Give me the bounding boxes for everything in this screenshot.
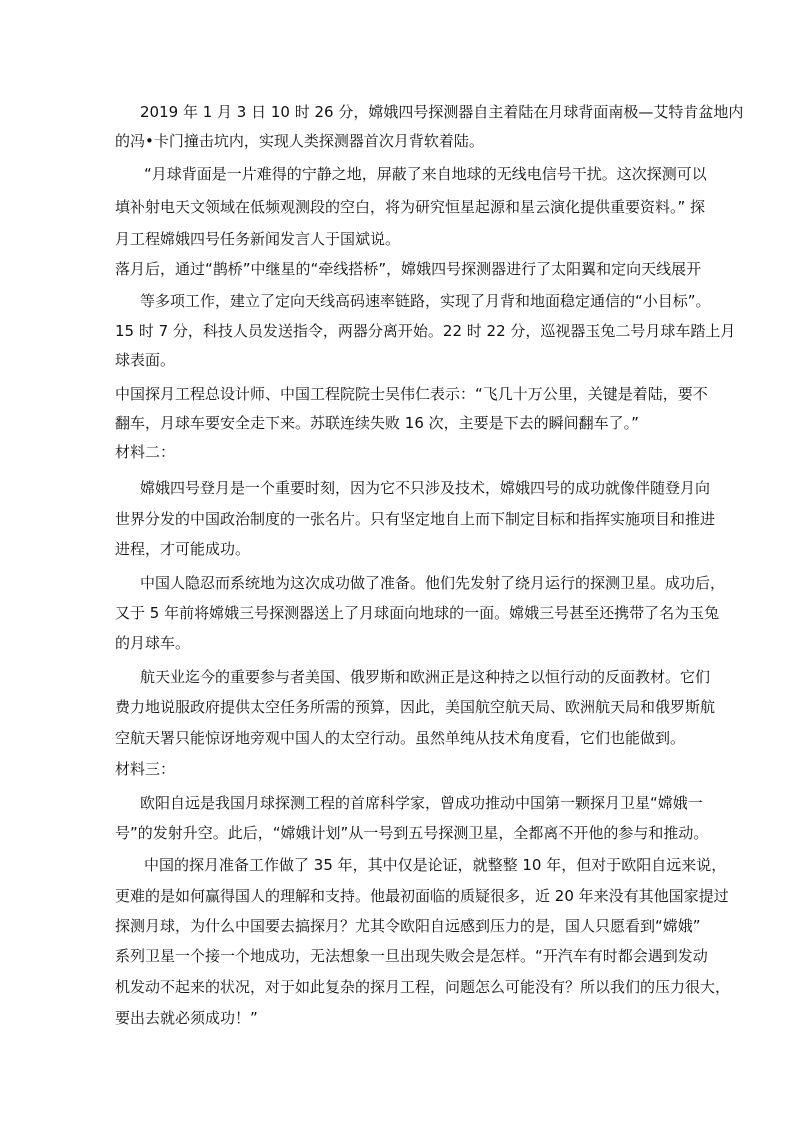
text-line: 机发动不起来的状况，对于如此复杂的探月工程，问题怎么可能没有？所以我们的压力很大， <box>115 978 731 996</box>
text-line: 填补射电天文领域在低频观测段的空白，将为研究恒星起源和星云演化提供重要资料。” 探 <box>115 198 706 216</box>
text-line: 嫦娥四号登月是一个重要时刻，因为它不只涉及技术，嫦娥四号的成功就像伴随登月向 <box>140 479 711 497</box>
section-heading: 材料三： <box>115 760 176 778</box>
text-line: 等多项工作，建立了定向天线高码速率链路，实现了月背和地面稳定通信的“小目标”。 <box>140 292 711 310</box>
section-heading: 材料二： <box>115 443 176 461</box>
text-line: 世界分发的中国政治制度的一张名片。只有坚定地自上而下制定目标和指挥实施项目和推进 <box>115 510 716 528</box>
text-line: 探测月球，为什么中国要去搞探月？尤其令欧阳自远感到压力的是，国人只愿看到“嫦娥” <box>115 917 701 935</box>
text-line: 月工程嫦娥四号任务新闻发言人于国斌说。 <box>115 230 401 248</box>
text-line: 要出去就必须成功！” <box>115 1009 258 1027</box>
text-line: 中国人隐忍而系统地为这次成功做了准备。他们先发射了绕月运行的探测卫星。成功后， <box>140 574 726 592</box>
text-line: 中国探月工程总设计师、中国工程院院士吴伟仁表示：“飞几十万公里，关键是着陆，要不 <box>115 385 708 403</box>
text-line: 航天业迄今的重要参与者美国、俄罗斯和欧洲正是这种持之以恒行动的反面教材。它们 <box>140 668 711 686</box>
text-line: 2019 年 1 月 3 日 10 时 26 分，嫦娥四号探测器自主着陆在月球背面南极—艾特肯盆地内 <box>140 103 744 121</box>
text-line: 号”的发射升空。此后，“嫦娥计划”从一号到五号探测卫星，全都离不开他的参与和推动。 <box>115 824 709 842</box>
text-line: 更难的是如何赢得国人的理解和支持。他最初面临的质疑很多，近 20 年来没有其他国家提过 <box>115 887 729 905</box>
text-line: 落月后，通过“鹊桥”中继星的“牵线搭桥”，嫦娥四号探测器进行了太阳翼和定向天线展开 <box>115 260 702 278</box>
text-line: 球表面。 <box>115 351 176 369</box>
text-line: 进程，才可能成功。 <box>115 540 251 558</box>
text-line: 的冯•卡门撞击坑内，实现人类探测器首次月背软着陆。 <box>115 132 484 150</box>
text-line: 中国的探月准备工作做了 35 年，其中仅是论证，就整整 10 年，但对于欧阳自远来说， <box>144 856 727 874</box>
text-line: 欧阳自远是我国月球探测工程的首席科学家，曾成功推动中国第一颗探月卫星“嫦娥一 <box>140 794 703 812</box>
text-line: 系列卫星一个接一个地成功，无法想象一旦出现失败会是怎样。“开汽车有时都会遇到发动 <box>115 947 708 965</box>
text-line: 又于 5 年前将嫦娥三号探测器送上了月球面向地球的一面。嫦娥三号甚至还携带了名为玉兔 <box>115 604 720 622</box>
text-line: 空航天署只能惊讶地旁观中国人的太空行动。虽然单纯从技术角度看，它们也能做到。 <box>115 729 686 747</box>
text-line: 的月球车。 <box>115 634 191 652</box>
text-line: 15 时 7 分，科技人员发送指令，两器分离开始。22 时 22 分，巡视器玉兔二号月球车踏上月 <box>115 322 736 340</box>
text-line: 费力地说服政府提供太空任务所需的预算，因此，美国航空航天局、欧洲航天局和俄罗斯航 <box>115 698 716 716</box>
text-line: “月球背面是一片难得的宁静之地，屏蔽了来自地球的无线电信号干扰。这次探测可以 <box>144 165 707 183</box>
text-line: 翻车，月球车要安全走下来。苏联连续失败 16 次，主要是下去的瞬间翻车了。” <box>115 414 639 432</box>
